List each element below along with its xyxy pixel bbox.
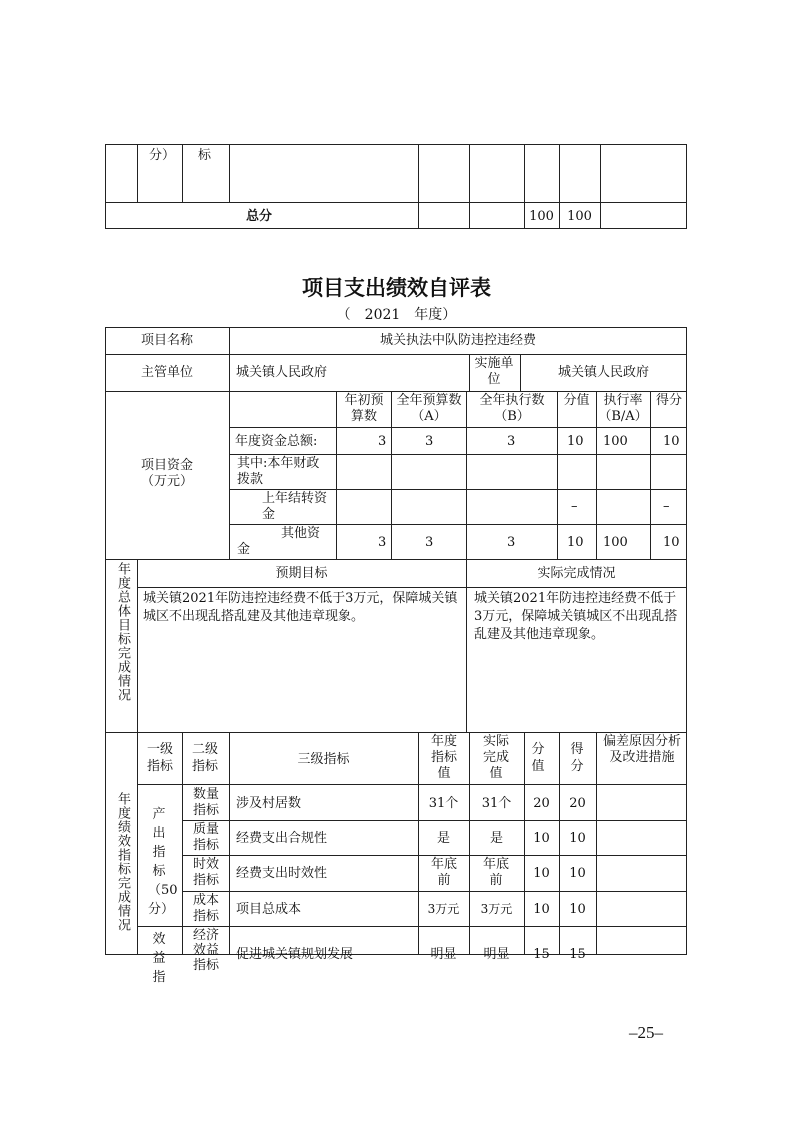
perf-row-points: 15 bbox=[533, 947, 550, 962]
perf-row-actual: 31个 bbox=[481, 796, 512, 811]
impl-label: 实施单位 bbox=[474, 356, 514, 387]
fund-row-full: 3 bbox=[425, 535, 434, 550]
fund-row-points: 10 bbox=[567, 434, 584, 449]
perf-row-score: 10 bbox=[569, 902, 586, 917]
hdr-points: 分值 bbox=[563, 393, 590, 408]
hdr-score: 得分 bbox=[570, 742, 584, 774]
perf-row-actual: 年底前 bbox=[482, 857, 509, 888]
year-line: （ 2021 年度） bbox=[336, 307, 457, 323]
hdr-deviation: 偏差原因分析及改进措施 bbox=[602, 734, 681, 765]
perf-row-level3: 项目总成本 bbox=[236, 902, 302, 917]
prev-cell-fen: 分） bbox=[149, 148, 176, 163]
fund-row-label: 年度资金总额: bbox=[235, 434, 318, 449]
fund-row-rate: 100 bbox=[603, 434, 628, 449]
perf-row-points: 10 bbox=[533, 902, 550, 917]
fund-row-label: 其中:本年财政拨款 bbox=[237, 456, 320, 487]
goals-side-label: 年度总体目标完成情况 bbox=[115, 562, 130, 702]
perf-row-level3: 经费支出合规性 bbox=[236, 831, 328, 846]
output-group-label: 产出指标（50分） bbox=[148, 807, 178, 917]
fund-row-rate: 100 bbox=[603, 535, 628, 550]
hdr-level2: 二级指标 bbox=[191, 742, 218, 774]
total-score: 100 bbox=[567, 209, 592, 224]
perf-row-level3: 经费支出时效性 bbox=[236, 866, 328, 881]
hdr-level3: 三级指标 bbox=[297, 752, 350, 767]
fund-row-score: – bbox=[663, 499, 670, 514]
fund-row-full: 3 bbox=[425, 434, 434, 449]
dept-label: 主管单位 bbox=[140, 365, 193, 380]
actual-text: 城关镇2021年防违控违经费不低于3万元，保障城关镇城区不出现乱搭乱建及其他违章现象。 bbox=[474, 591, 678, 642]
expected-text: 城关镇2021年防违控违经费不低于3万元，保障城关镇城区不出现乱搭乱建及其他违章现象。 bbox=[143, 591, 458, 624]
perf-row-target: 31个 bbox=[428, 796, 459, 811]
dept-value: 城关镇人民政府 bbox=[236, 365, 328, 380]
perf-row-actual: 3万元 bbox=[480, 902, 513, 916]
total-value: 100 bbox=[529, 209, 554, 224]
hdr-full: 全年预算数（A） bbox=[396, 393, 462, 424]
fund-row-points: – bbox=[571, 499, 578, 514]
hdr-level1: 一级指标 bbox=[146, 742, 173, 774]
funds-label: 项目资金（万元） bbox=[140, 458, 193, 489]
prev-cell-biao: 标 bbox=[198, 148, 212, 163]
total-label: 总分 bbox=[245, 209, 272, 224]
hdr-rate: 执行率（B/A） bbox=[598, 393, 648, 424]
perf-row-level2: 时效指标 bbox=[192, 857, 219, 888]
perf-row-points: 10 bbox=[533, 866, 550, 881]
perf-row-score: 10 bbox=[569, 831, 586, 846]
perf-side-label: 年度绩效指标完成情况 bbox=[115, 792, 130, 932]
hdr-initial: 年初预算数 bbox=[344, 393, 384, 424]
fund-row-exec: 3 bbox=[507, 434, 516, 449]
project-name-value: 城关执法中队防违控违经费 bbox=[379, 333, 536, 348]
perf-row-score: 15 bbox=[569, 947, 586, 962]
fund-row-initial: 3 bbox=[378, 535, 387, 550]
perf-row-target: 是 bbox=[436, 831, 450, 846]
hdr-score: 得分 bbox=[655, 393, 682, 408]
perf-row-level2: 数量指标 bbox=[192, 787, 219, 818]
impl-value: 城关镇人民政府 bbox=[557, 365, 649, 380]
perf-row-target: 明显 bbox=[430, 947, 457, 962]
perf-row-level3: 促进城关镇规划发展 bbox=[236, 947, 354, 962]
fund-row-label: 上年结转资金 bbox=[262, 491, 328, 522]
fund-row-score: 10 bbox=[663, 434, 680, 449]
page-title: 项目支出绩效自评表 bbox=[302, 276, 491, 300]
fund-row-score: 10 bbox=[663, 535, 680, 550]
perf-row-actual: 明显 bbox=[483, 947, 510, 962]
project-name-label: 项目名称 bbox=[140, 333, 193, 348]
perf-row-points: 20 bbox=[533, 796, 550, 811]
hdr-exec: 全年执行数（B） bbox=[479, 393, 545, 424]
perf-row-score: 20 bbox=[569, 796, 586, 811]
hdr-actual: 实际完成值 bbox=[482, 734, 509, 781]
page-number: –25– bbox=[629, 1023, 663, 1042]
perf-row-level2: 成本指标 bbox=[192, 893, 219, 924]
perf-row-actual: 是 bbox=[489, 831, 503, 846]
actual-header: 实际完成情况 bbox=[537, 566, 616, 581]
perf-row-score: 10 bbox=[569, 866, 586, 881]
hdr-points: 分值 bbox=[531, 742, 545, 774]
perf-row-level2: 经济效益指标 bbox=[192, 928, 219, 973]
perf-row-points: 10 bbox=[533, 831, 550, 846]
perf-row-level2: 质量指标 bbox=[192, 822, 219, 853]
perf-row-target: 年底前 bbox=[430, 857, 457, 888]
fund-row-initial: 3 bbox=[378, 434, 387, 449]
perf-row-target: 3万元 bbox=[427, 902, 460, 916]
fund-row-exec: 3 bbox=[507, 535, 516, 550]
fund-row-points: 10 bbox=[567, 535, 584, 550]
perf-row-level3: 涉及村居数 bbox=[236, 796, 302, 811]
hdr-target: 年度指标值 bbox=[430, 734, 457, 781]
benefit-group-label: 效益指 bbox=[152, 932, 166, 985]
fund-row-label: 其他资金 bbox=[237, 526, 321, 557]
expected-header: 预期目标 bbox=[275, 566, 328, 581]
